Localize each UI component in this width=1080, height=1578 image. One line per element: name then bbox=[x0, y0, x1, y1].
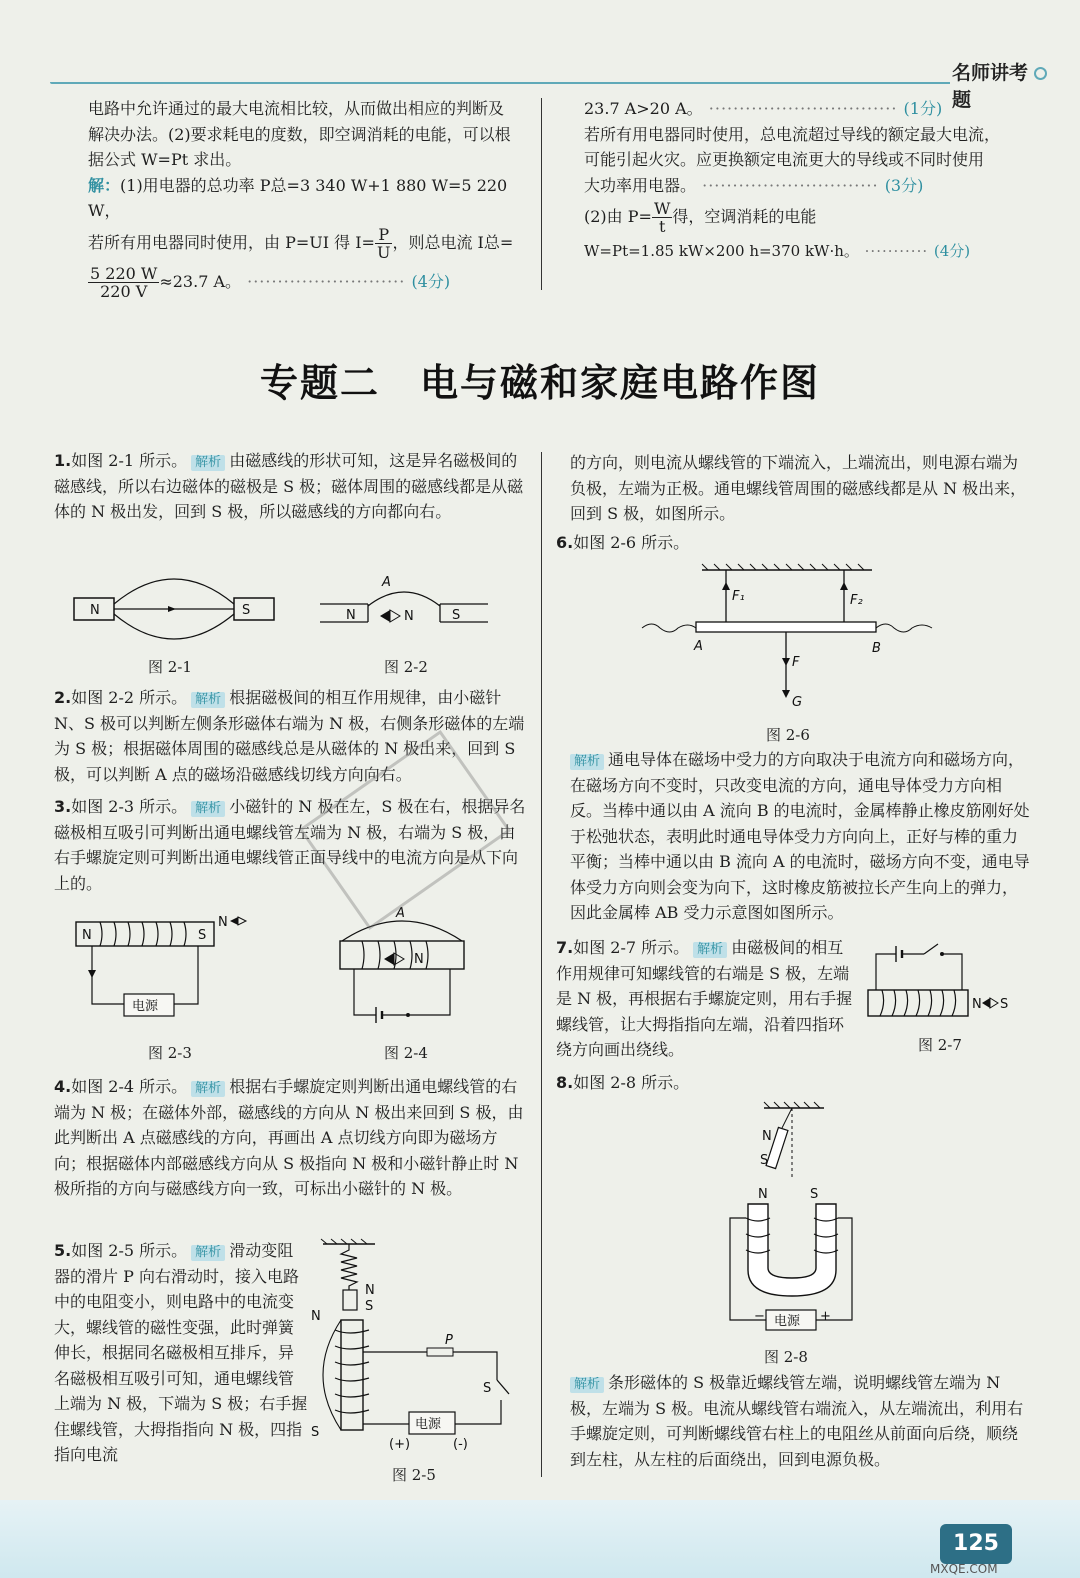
fraction bbox=[375, 226, 392, 261]
label-s: S bbox=[242, 603, 251, 618]
question-5 bbox=[54, 1238, 309, 1468]
figure-2-2 bbox=[320, 572, 495, 632]
label-g: G bbox=[792, 695, 803, 710]
caption-2-2: 图 2-2 bbox=[384, 658, 428, 676]
label-power: 电源 bbox=[415, 1417, 442, 1432]
question-6 bbox=[570, 747, 1030, 926]
question-number: 8. bbox=[556, 1073, 574, 1092]
page-number: 125 bbox=[940, 1524, 1012, 1564]
solenoid bbox=[340, 941, 464, 969]
field-line bbox=[368, 592, 440, 606]
analysis-tag: 解析 bbox=[191, 1245, 225, 1261]
label-f1: F₁ bbox=[732, 589, 745, 604]
analysis-tag: 解析 bbox=[191, 455, 225, 471]
label-n: N bbox=[758, 1187, 768, 1202]
label-power: 电源 bbox=[774, 1314, 801, 1329]
wire bbox=[354, 969, 376, 1015]
solenoid bbox=[76, 922, 214, 946]
needle-icon bbox=[982, 998, 990, 1008]
field-line bbox=[114, 614, 234, 639]
text-span: 大功率用电器。 bbox=[584, 175, 697, 195]
needle-icon bbox=[990, 998, 998, 1008]
leader-dots: ··········· bbox=[858, 242, 934, 260]
leader-dots: ·························· bbox=[241, 271, 412, 291]
question-head: 如图 2-2 所示。 bbox=[71, 688, 188, 707]
figure-2-6 bbox=[640, 560, 940, 710]
hatching bbox=[764, 1102, 820, 1108]
question-8 bbox=[570, 1370, 1030, 1472]
label-p: P bbox=[445, 1333, 453, 1348]
solution-line bbox=[88, 226, 540, 261]
question-head: 如图 2-1 所示。 bbox=[71, 451, 188, 470]
question-7 bbox=[556, 935, 856, 1063]
column-divider bbox=[541, 98, 542, 290]
question-8-head bbox=[556, 1070, 1026, 1096]
question-1 bbox=[54, 448, 529, 525]
analysis-tag: 解析 bbox=[191, 801, 225, 817]
page-footer bbox=[0, 1500, 1080, 1578]
label-s: S bbox=[365, 1299, 374, 1314]
text-span: 23.7 A>20 A。 bbox=[584, 99, 703, 118]
figure-2-5 bbox=[305, 1240, 520, 1455]
wire bbox=[92, 946, 124, 1004]
label-a: A bbox=[396, 906, 405, 921]
leader-dots: ····························· bbox=[696, 175, 885, 195]
question-number: 7. bbox=[556, 938, 574, 957]
label-f2: F₂ bbox=[850, 593, 863, 608]
fraction-num: W bbox=[653, 199, 671, 218]
header-rule bbox=[50, 82, 950, 84]
label-minus: (-) bbox=[453, 1437, 468, 1452]
label-n: N bbox=[218, 915, 228, 930]
question-text: 由磁感线的形状可知，这是异名磁极间的磁感线，所以右边磁体的磁极是 S 极；磁体周围的磁感线都是从磁体的 N 极出发，回到 S 极，所以磁感线的方向都向右。 bbox=[54, 451, 524, 521]
top-right-block bbox=[584, 96, 1029, 265]
question-6-head bbox=[556, 530, 1026, 556]
question-text: 由磁极间的相互作用规律可知螺线管的右端是 S 极，左端是 N 极，再根据右手螺旋定则，用右手握螺线管，让大拇指指向左端，沿着四指环绕方向画出绕线。 bbox=[556, 938, 853, 1059]
switch-icon bbox=[497, 1380, 509, 1394]
question-text: 根据磁极间的相互作用规律，由小磁针 N、S 极可以判断左侧条形磁体右端为 N 极，右侧条形磁体的左端为 S 极；根据磁体周围的磁感线总是从磁体的 N 极出来，回到 S 极，可以判断 A 点的磁场沿磁感线切线方向向右。 bbox=[54, 688, 525, 784]
wire bbox=[642, 624, 696, 632]
text-line bbox=[584, 96, 1029, 122]
switch-icon bbox=[924, 944, 938, 954]
needle-icon bbox=[384, 953, 394, 965]
score: (3分) bbox=[884, 175, 924, 195]
text-line: (1)用电器的总功率 P总=3 340 W+1 880 W=5 220 W， bbox=[88, 175, 508, 220]
wire bbox=[876, 954, 896, 990]
text-line: 电路中允许通过的最大电流相比较，从而做出相应的判断及 bbox=[88, 99, 505, 118]
coil bbox=[880, 990, 956, 1016]
question-number: 2. bbox=[54, 688, 72, 707]
label-s: S bbox=[452, 608, 461, 623]
figure-2-1 bbox=[70, 560, 280, 650]
fraction-num: 5 220 W bbox=[90, 263, 158, 283]
arrow-icon bbox=[168, 606, 176, 612]
score: (4分) bbox=[933, 242, 971, 260]
coil bbox=[100, 922, 186, 946]
analysis-tag: 解析 bbox=[570, 754, 604, 770]
figure-2-3 bbox=[70, 908, 270, 1028]
rheostat bbox=[427, 1348, 453, 1356]
figure-2-8 bbox=[720, 1100, 880, 1335]
header-title: 名师讲考题 bbox=[952, 62, 1029, 111]
leader-dots: ······························· bbox=[702, 99, 904, 118]
spring-icon bbox=[341, 1244, 357, 1290]
wire bbox=[942, 954, 962, 990]
wire bbox=[876, 624, 932, 632]
wire bbox=[174, 946, 198, 1004]
metal-rod bbox=[696, 622, 876, 632]
caption-2-6: 图 2-6 bbox=[766, 726, 810, 744]
question-number: 6. bbox=[556, 533, 574, 552]
label-n: N bbox=[90, 603, 100, 618]
fraction bbox=[652, 200, 672, 235]
switch-contact bbox=[406, 1013, 410, 1017]
wire bbox=[455, 1400, 501, 1424]
caption-2-3: 图 2-3 bbox=[148, 1044, 192, 1062]
topic-title: 专题二 电与磁和家庭电路作图 bbox=[259, 361, 820, 405]
label-n: N bbox=[311, 1309, 321, 1324]
question-text: 滑动变阻器的滑片 P 向右滑动时，接入电路中的电阻变小，则电路中的电流变大，螺线管的磁性变强，此时弹簧伸长，根据同名磁极相互排斥，异名磁极相互吸引可知，通电螺线管上端为 N 极，下端为 S 极；右手握住螺线管，大拇指指向 N 极，四指指向电流 bbox=[54, 1241, 308, 1464]
label-minus: − bbox=[754, 1309, 765, 1324]
label-n: N bbox=[346, 608, 356, 623]
watermark: MXQE.COM bbox=[930, 1562, 998, 1576]
question-head: 如图 2-6 所示。 bbox=[573, 533, 690, 552]
text-span: W=Pt=1.85 kW×200 h=370 kW·h。 bbox=[584, 242, 859, 260]
column-divider bbox=[541, 452, 542, 1477]
label-s: S bbox=[810, 1187, 819, 1202]
fraction-den: 220 V bbox=[100, 281, 148, 301]
arrow-icon bbox=[88, 970, 96, 978]
wire bbox=[410, 969, 450, 1015]
arrow-icon bbox=[722, 582, 730, 590]
caption-2-5: 图 2-5 bbox=[392, 1466, 436, 1484]
analysis-tag: 解析 bbox=[191, 692, 225, 708]
question-number: 5. bbox=[54, 1241, 72, 1260]
stamp-border bbox=[301, 732, 509, 928]
caption-2-8: 图 2-8 bbox=[764, 1348, 808, 1366]
label-f: F bbox=[792, 655, 800, 670]
question-5-continued: 的方向，则电流从螺线管的下端流入，上端流出，则电源右端为负极，左端为正极。通电螺线管周围的磁感线都是从 N 极出来，回到 S 极，如图所示。 bbox=[570, 453, 1027, 523]
label-power: 电源 bbox=[132, 999, 159, 1014]
header-dot-icon bbox=[1034, 67, 1047, 80]
wire bbox=[453, 1352, 497, 1380]
fraction bbox=[88, 265, 159, 300]
text-span: ，则总电流 I总= bbox=[392, 232, 514, 252]
question-text: 根据右手螺旋定则判断出通电螺线管的右端为 N 极；在磁体外部，磁感线的方向从 N 极出来回到 S 极，由此判断出 A 点磁感线的方向，再画出 A 点切线方向即为磁场方向；根据磁体内部磁感线方向从 S 极指向 N 极和小磁针静止时 N 极所指的方向与磁感线方向一致，可标出小磁针的 N 极。 bbox=[54, 1077, 524, 1198]
text-line: 若所有用电器同时使用，总电流超过导线的额定最大电流， bbox=[584, 124, 1001, 144]
magnet bbox=[343, 1290, 357, 1310]
fraction-den: U bbox=[376, 242, 391, 262]
field-line bbox=[323, 1320, 341, 1430]
string bbox=[782, 1108, 792, 1128]
label-b: B bbox=[872, 641, 881, 656]
analysis-tag: 解析 bbox=[693, 942, 727, 958]
label-s: S bbox=[311, 1425, 320, 1440]
label-n: N bbox=[762, 1129, 772, 1144]
text-line bbox=[584, 200, 1029, 235]
question-number: 3. bbox=[54, 797, 72, 816]
question-number: 4. bbox=[54, 1077, 72, 1096]
arrow-icon bbox=[782, 658, 790, 666]
text-span: (2)由 P= bbox=[584, 207, 652, 226]
figure-2-7 bbox=[862, 940, 1027, 1025]
label-a: A bbox=[382, 575, 391, 590]
needle-icon bbox=[380, 610, 390, 622]
question-4 bbox=[54, 1074, 529, 1202]
question-text: 条形磁体的 S 极靠近螺线管左端，说明螺线管左端为 N 极，左端为 S 极。电流从螺线管右端流入，从左端流出，利用右手螺旋定则，可判断螺线管右柱上的电阻丝从前面向后绕，顺绕到左柱，从左柱的后面绕出，回到电源负极。 bbox=[570, 1373, 1024, 1469]
top-left-block bbox=[88, 96, 540, 300]
solution-line bbox=[88, 173, 540, 224]
needle-icon bbox=[238, 917, 246, 925]
question-head: 如图 2-8 所示。 bbox=[573, 1073, 690, 1092]
question-text: 小磁针的 N 极在左，S 极在右，根据异名磁极相互吸引可判断出通电螺线管左端为 N 极，右端为 S 极，由右手螺旋定则可判断出通电螺线管正面导线中的电流方向是从下向上的。 bbox=[54, 797, 526, 893]
label-s: S bbox=[760, 1153, 769, 1168]
question-head: 如图 2-3 所示。 bbox=[71, 797, 188, 816]
needle-icon bbox=[390, 610, 400, 622]
u-magnet bbox=[748, 1204, 836, 1296]
score: (4分) bbox=[411, 271, 451, 291]
label-s: S bbox=[483, 1381, 492, 1396]
question-text: 通电导体在磁场中受力的方向取决于电流方向和磁场方向，在磁场方向不变时，只改变电流的方向，通电导体受力方向相反。当棒中通以由 A 流向 B 的电流时，金属棒静止橡皮筋刚好处于松弛状态，表明此时通电导体受力方向向上，正好与棒的重力平衡；当棒中通以由 B 流向 A 的电流时，磁场方向不变，通电导体受力方向则会变为向下，这时橡皮筋被拉长产生向上的弹力，因此金属棒 AB 受力示意图如图所示。 bbox=[570, 750, 1030, 922]
label-n: N bbox=[414, 952, 424, 967]
text-line: 可能引起火灾。应更换额定电流更大的导线或不同时使用 bbox=[584, 150, 985, 169]
text-span: ≈23.7 A。 bbox=[159, 271, 242, 291]
text-span: 若所有用电器同时使用，由 P=UI 得 I= bbox=[88, 232, 375, 252]
question-head: 如图 2-7 所示。 bbox=[573, 938, 690, 957]
score: (1分) bbox=[903, 99, 943, 118]
label-n: N bbox=[365, 1283, 375, 1298]
magnet-right bbox=[234, 598, 274, 620]
label-n: N bbox=[404, 609, 414, 624]
analysis-tag: 解析 bbox=[191, 1081, 225, 1097]
label-n: N bbox=[82, 928, 92, 943]
caption-2-7: 图 2-7 bbox=[918, 1036, 962, 1054]
text-line bbox=[584, 239, 1029, 265]
coil bbox=[335, 1330, 369, 1413]
label-s: S bbox=[198, 928, 207, 943]
arrow-icon bbox=[840, 582, 848, 590]
text-span: 得，空调消耗的电能 bbox=[672, 207, 817, 226]
question-head: 如图 2-4 所示。 bbox=[71, 1077, 188, 1096]
hatching bbox=[702, 564, 864, 570]
caption-2-4: 图 2-4 bbox=[384, 1044, 428, 1062]
label-a: A bbox=[694, 639, 703, 654]
label-plus: + bbox=[820, 1309, 831, 1324]
question-head: 如图 2-5 所示。 bbox=[71, 1241, 188, 1260]
label-n: N bbox=[972, 997, 982, 1012]
label-s: S bbox=[1000, 997, 1009, 1012]
caption-2-1: 图 2-1 bbox=[148, 658, 192, 676]
stamp-graphic bbox=[290, 730, 520, 930]
field-line bbox=[114, 579, 234, 604]
text-line: 解决办法。(2)要求耗电的度数，即空调消耗的电能，可以根 bbox=[88, 124, 511, 144]
text-line: 据公式 W=Pt 求出。 bbox=[88, 150, 242, 169]
needle-icon bbox=[230, 917, 238, 925]
arrow-icon bbox=[782, 690, 790, 698]
solution-label: 解： bbox=[88, 175, 121, 195]
fraction-den: t bbox=[658, 217, 666, 236]
question-number: 1. bbox=[54, 451, 72, 470]
analysis-tag: 解析 bbox=[570, 1377, 604, 1393]
text-line bbox=[584, 173, 1029, 199]
label-plus: (+) bbox=[389, 1437, 411, 1452]
solution-line bbox=[88, 265, 540, 300]
fraction-num: P bbox=[375, 226, 392, 244]
